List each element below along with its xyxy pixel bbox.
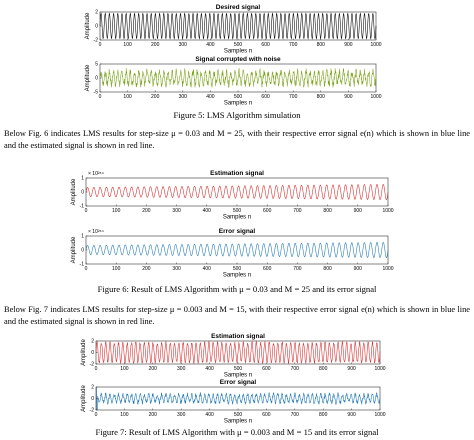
y-tick-label: -5 bbox=[93, 89, 98, 96]
x-tick-label: 700 bbox=[290, 366, 299, 372]
y-tick-label: 1 bbox=[81, 175, 84, 182]
x-tick-label: 100 bbox=[112, 266, 121, 272]
x-tick-label: 400 bbox=[205, 412, 214, 418]
x-axis-label: Samples n bbox=[222, 214, 252, 221]
y-tick-label: -1 bbox=[79, 261, 84, 268]
x-tick-label: 500 bbox=[232, 266, 242, 272]
x-axis-label: Samples n bbox=[223, 418, 253, 424]
x-tick-label: 400 bbox=[202, 208, 211, 214]
x-axis-label: Samples n bbox=[223, 372, 253, 378]
x-tick-label: 500 bbox=[233, 412, 243, 418]
x-tick-label: 900 bbox=[347, 366, 356, 372]
plot-title: Desired signal bbox=[215, 4, 261, 11]
x-tick-label: 900 bbox=[344, 42, 353, 48]
y-axis-label: Amplitude bbox=[81, 339, 87, 366]
x-tick-label: 500 bbox=[233, 366, 243, 372]
y-axis-label: Amplitude bbox=[71, 178, 77, 206]
x-tick-label: 800 bbox=[323, 266, 332, 272]
x-tick-label: 300 bbox=[172, 208, 181, 214]
x-tick-label: 200 bbox=[142, 266, 151, 272]
x-tick-label: 900 bbox=[344, 94, 353, 100]
x-tick-label: 100 bbox=[123, 42, 132, 48]
y-tick-label: 2 bbox=[91, 384, 94, 391]
y-tick-label: -2 bbox=[89, 407, 94, 414]
plot-estimation-signal-1 bbox=[0, 164, 474, 222]
x-tick-label: 800 bbox=[316, 94, 325, 100]
x-tick-label: 0 bbox=[94, 412, 98, 418]
x-tick-label: 900 bbox=[347, 412, 356, 418]
x-tick-label: 200 bbox=[151, 42, 160, 48]
y-tick-label: 2 bbox=[91, 338, 94, 345]
x-tick-label: 100 bbox=[112, 208, 121, 214]
x-tick-label: 200 bbox=[142, 208, 151, 214]
y-axis-label: Amplitude bbox=[85, 64, 91, 92]
plot-noisy-signal bbox=[0, 54, 474, 106]
plot-title: Estimation signal bbox=[211, 333, 265, 340]
x-tick-label: 700 bbox=[289, 42, 298, 48]
x-tick-label: 200 bbox=[148, 412, 157, 418]
plot-error-signal-1 bbox=[0, 222, 474, 280]
x-tick-label: 700 bbox=[293, 266, 302, 272]
x-tick-label: 400 bbox=[206, 42, 215, 48]
x-tick-label: 900 bbox=[353, 266, 362, 272]
x-tick-label: 1000 bbox=[382, 266, 394, 272]
figure-7 bbox=[0, 332, 474, 424]
x-tick-label: 0 bbox=[98, 94, 102, 100]
x-tick-label: 1000 bbox=[374, 366, 386, 372]
x-tick-label: 500 bbox=[232, 208, 242, 214]
x-tick-label: 600 bbox=[262, 366, 271, 372]
figure-5 bbox=[0, 2, 474, 106]
y-tick-label: 0 bbox=[91, 350, 94, 357]
y-tick-label: 5 bbox=[95, 61, 98, 68]
plot-title: Signal corrupted with noise bbox=[195, 56, 281, 63]
x-tick-label: 500 bbox=[233, 94, 243, 100]
plot-title: Error signal bbox=[219, 379, 257, 386]
x-tick-label: 300 bbox=[178, 94, 187, 100]
x-tick-label: 100 bbox=[120, 412, 129, 418]
y-tick-label: 0 bbox=[95, 75, 98, 82]
x-tick-label: 1000 bbox=[382, 208, 394, 214]
figure-5-caption: Figure 5: LMS Algorithm simulation bbox=[173, 110, 301, 120]
x-axis-label: Samples n bbox=[223, 48, 253, 54]
x-tick-label: 400 bbox=[202, 266, 211, 272]
x-tick-label: 0 bbox=[84, 266, 88, 272]
x-tick-label: 700 bbox=[289, 94, 298, 100]
x-tick-label: 700 bbox=[290, 412, 299, 418]
plot-error-signal-2 bbox=[0, 378, 474, 424]
y-tick-label: 0 bbox=[81, 189, 84, 196]
x-tick-label: 800 bbox=[323, 208, 332, 214]
axis-exponent: × 10²⁶⁴ bbox=[88, 171, 104, 177]
x-tick-label: 600 bbox=[263, 208, 272, 214]
y-axis-label: Amplitude bbox=[81, 385, 87, 412]
y-tick-label: 0 bbox=[81, 247, 84, 254]
x-tick-label: 1000 bbox=[370, 42, 382, 48]
y-tick-label: -2 bbox=[93, 37, 98, 44]
x-tick-label: 0 bbox=[94, 366, 98, 372]
figure-6 bbox=[0, 164, 474, 280]
x-tick-label: 400 bbox=[206, 94, 215, 100]
x-tick-label: 200 bbox=[148, 366, 157, 372]
x-tick-label: 1000 bbox=[370, 94, 382, 100]
x-tick-label: 900 bbox=[353, 208, 362, 214]
x-tick-label: 300 bbox=[178, 42, 187, 48]
figure-6-caption: Figure 6: Result of LMS Algorithm with μ = 0.03 and M = 25 and its error signal bbox=[97, 284, 377, 294]
x-tick-label: 700 bbox=[293, 208, 302, 214]
x-tick-label: 600 bbox=[262, 412, 271, 418]
x-tick-label: 300 bbox=[172, 266, 181, 272]
plot-desired-signal bbox=[0, 2, 474, 54]
x-tick-label: 200 bbox=[151, 94, 160, 100]
plot-title: Error signal bbox=[218, 228, 256, 235]
x-tick-label: 400 bbox=[205, 366, 214, 372]
y-axis-label: Amplitude bbox=[85, 12, 91, 40]
y-tick-label: 1 bbox=[81, 233, 84, 240]
y-tick-label: 0 bbox=[91, 396, 94, 403]
x-tick-label: 300 bbox=[177, 366, 186, 372]
x-tick-label: 800 bbox=[319, 366, 328, 372]
x-tick-label: 0 bbox=[84, 208, 88, 214]
y-tick-label: -2 bbox=[89, 361, 94, 368]
paragraph-2: Below Fig. 7 indicates LMS results for step-size μ = 0.003 and M = 15, with their respective error signal e(n) which is shown in blue line and the estimated signal is shown in red line. bbox=[4, 305, 470, 326]
y-tick-label: -1 bbox=[79, 203, 84, 210]
x-tick-label: 1000 bbox=[374, 412, 386, 418]
x-axis-label: Samples n bbox=[222, 272, 252, 279]
plot-estimation-signal-2 bbox=[0, 332, 474, 378]
plot-title: Estimation signal bbox=[210, 170, 264, 177]
x-tick-label: 600 bbox=[263, 266, 272, 272]
x-tick-label: 100 bbox=[120, 366, 129, 372]
x-tick-label: 0 bbox=[98, 42, 102, 48]
y-axis-label: Amplitude bbox=[71, 236, 77, 264]
paragraph-1: Below Fig. 6 indicates LMS results for step-size μ = 0.03 and M = 25, with their respective error signal e(n) which is shown in blue line and the estimated signal is shown in red line. bbox=[4, 129, 470, 150]
x-tick-label: 100 bbox=[123, 94, 132, 100]
x-tick-label: 800 bbox=[319, 412, 328, 418]
x-tick-label: 500 bbox=[233, 42, 243, 48]
y-tick-label: 0 bbox=[95, 23, 98, 30]
x-tick-label: 300 bbox=[177, 412, 186, 418]
x-tick-label: 600 bbox=[261, 42, 270, 48]
x-axis-label: Samples n bbox=[223, 100, 253, 106]
figure-7-caption: Figure 7: Result of LMS Algorithm with μ = 0.003 and M = 15 and its error signal bbox=[95, 427, 379, 437]
x-tick-label: 600 bbox=[261, 94, 270, 100]
y-tick-label: 2 bbox=[95, 9, 98, 16]
x-tick-label: 800 bbox=[316, 42, 325, 48]
axis-exponent: × 10²⁶⁴ bbox=[88, 229, 104, 235]
